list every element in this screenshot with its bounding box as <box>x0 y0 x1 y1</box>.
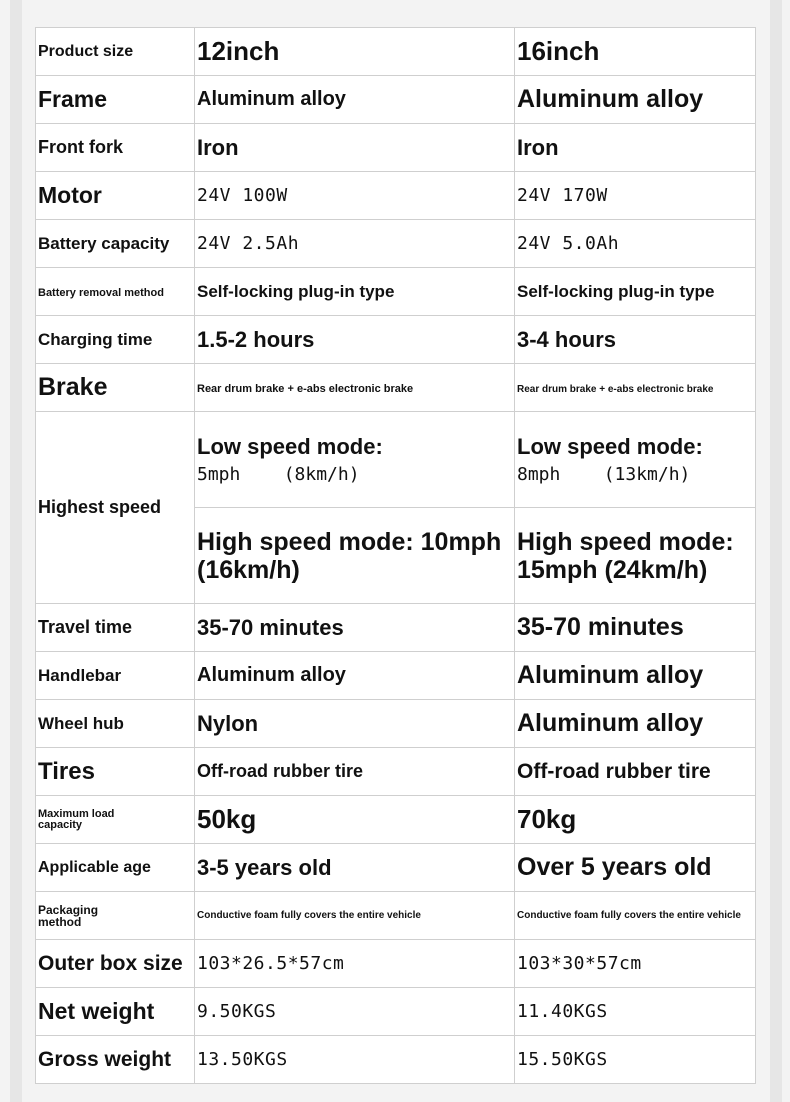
spec-table <box>35 27 756 1084</box>
cell-a <box>195 124 515 172</box>
row-label <box>36 220 195 268</box>
table-row <box>36 796 756 844</box>
table-row <box>36 700 756 748</box>
col-b-header <box>515 28 756 76</box>
charging-a: 1.5-2 hours <box>197 326 315 352</box>
cell-b <box>515 1036 756 1084</box>
label-frame: Frame <box>38 86 108 112</box>
net-weight-b: 11.40KGS <box>517 1001 608 1022</box>
label-outer-box-size: Outer box size <box>38 951 183 975</box>
tires-b: Off-road rubber tire <box>517 759 711 783</box>
label-applicable-age: Applicable age <box>38 858 151 876</box>
load-b: 70kg <box>517 804 577 834</box>
cell-b <box>515 892 756 940</box>
row-label <box>36 124 195 172</box>
table-row <box>36 220 756 268</box>
cell-b <box>515 364 756 412</box>
removal-a: Self-locking plug-in type <box>197 281 395 301</box>
gross-weight-a: 13.50KGS <box>197 1049 288 1070</box>
row-label <box>36 892 195 940</box>
cell-a <box>195 1036 515 1084</box>
cell-a <box>195 364 515 412</box>
removal-b: Self-locking plug-in type <box>517 281 715 301</box>
col-a-header <box>195 28 515 76</box>
cell-b <box>515 748 756 796</box>
travel-b: 35-70 minutes <box>517 613 684 641</box>
fork-a: Iron <box>197 134 239 160</box>
row-label <box>36 604 195 652</box>
frame-a: Aluminum alloy <box>197 88 346 110</box>
label-battery-capacity: Battery capacity <box>38 233 170 253</box>
cell-b <box>515 844 756 892</box>
table-row <box>36 940 756 988</box>
cell-b <box>515 220 756 268</box>
cell-a <box>195 316 515 364</box>
row-label <box>36 988 195 1036</box>
cell-a <box>195 652 515 700</box>
fork-b: Iron <box>517 134 559 160</box>
table-row <box>36 652 756 700</box>
label-travel-time: Travel time <box>38 617 133 637</box>
label-wheel-hub: Wheel hub <box>38 713 124 733</box>
label-packaging: Packaging method <box>38 902 99 929</box>
row-label <box>36 412 195 604</box>
gross-weight-b: 15.50KGS <box>517 1049 608 1070</box>
cell-b <box>515 652 756 700</box>
table-row <box>36 892 756 940</box>
travel-a: 35-70 minutes <box>197 614 344 640</box>
table-row <box>36 988 756 1036</box>
motor-a: 24V 100W <box>197 185 288 206</box>
cell-b <box>515 988 756 1036</box>
cell-a <box>195 844 515 892</box>
row-label <box>36 844 195 892</box>
table-row <box>36 124 756 172</box>
row-label <box>36 748 195 796</box>
cell-a <box>195 796 515 844</box>
table-row <box>36 316 756 364</box>
table-row-speed-low <box>36 412 756 508</box>
frame-b: Aluminum alloy <box>517 85 704 113</box>
row-label <box>36 172 195 220</box>
packaging-b: Conductive foam fully covers the entire vehicle <box>517 910 741 921</box>
cell-b <box>515 508 756 604</box>
cell-a <box>195 76 515 124</box>
tires-a: Off-road rubber tire <box>197 761 364 781</box>
cell-a <box>195 748 515 796</box>
left-margin-strip <box>10 0 22 1102</box>
row-label <box>36 940 195 988</box>
cell-a <box>195 172 515 220</box>
table-row <box>36 76 756 124</box>
row-label <box>36 364 195 412</box>
cell-b <box>515 412 756 508</box>
cell-b <box>515 76 756 124</box>
row-label <box>36 76 195 124</box>
table-row <box>36 364 756 412</box>
low-speed-value-b: 8mph (13km/h) <box>517 464 691 485</box>
cell-a <box>195 220 515 268</box>
cell-a <box>195 988 515 1036</box>
label-brake: Brake <box>38 373 108 401</box>
cell-a <box>195 892 515 940</box>
label-max-load: Maximum load capacity <box>38 807 115 831</box>
cell-b <box>515 940 756 988</box>
cell-a <box>195 268 515 316</box>
load-a: 50kg <box>197 804 257 834</box>
motor-b: 24V 170W <box>517 185 608 206</box>
cell-a <box>195 412 515 508</box>
table-row <box>36 1036 756 1084</box>
cell-a <box>195 700 515 748</box>
label-product-size: Product size <box>38 42 134 60</box>
cell-a <box>195 940 515 988</box>
cell-b <box>515 316 756 364</box>
packaging-a: Conductive foam fully covers the entire vehicle <box>197 910 421 921</box>
label-charging-time: Charging time <box>38 329 153 349</box>
cell-b <box>515 268 756 316</box>
header-row <box>36 28 756 76</box>
hub-b: Aluminum alloy <box>517 709 704 737</box>
label-highest-speed: Highest speed <box>38 497 162 517</box>
row-label <box>36 316 195 364</box>
box-a: 103*26.5*57cm <box>197 953 345 974</box>
low-speed-title-a: Low speed mode: <box>197 434 383 459</box>
table-row <box>36 748 756 796</box>
high-speed-a: High speed mode: 10mph (16km/h) <box>197 527 502 584</box>
handlebar-a: Aluminum alloy <box>197 664 346 686</box>
label-motor: Motor <box>38 182 102 208</box>
table-row <box>36 604 756 652</box>
row-label <box>36 268 195 316</box>
cell-b <box>515 172 756 220</box>
low-speed-title-b: Low speed mode: <box>517 434 703 459</box>
table-row <box>36 172 756 220</box>
low-speed-value-a: 5mph (8km/h) <box>197 464 360 485</box>
age-b: Over 5 years old <box>517 853 712 881</box>
net-weight-a: 9.50KGS <box>197 1001 277 1022</box>
cell-a <box>195 604 515 652</box>
cell-b <box>515 124 756 172</box>
row-label <box>36 28 195 76</box>
row-label <box>36 1036 195 1084</box>
row-label <box>36 652 195 700</box>
cell-b <box>515 796 756 844</box>
table-row <box>36 268 756 316</box>
row-label <box>36 796 195 844</box>
label-net-weight: Net weight <box>38 998 155 1024</box>
label-tires: Tires <box>38 757 95 785</box>
label-front-fork: Front fork <box>38 137 123 157</box>
hub-a: Nylon <box>197 710 259 736</box>
battery-b: 24V 5.0Ah <box>517 233 620 254</box>
label-battery-removal: Battery removal method <box>38 286 164 299</box>
charging-b: 3-4 hours <box>517 326 617 352</box>
box-b: 103*30*57cm <box>517 953 642 974</box>
high-speed-b: High speed mode: 15mph (24km/h) <box>517 527 734 584</box>
brake-b: Rear drum brake + e-abs electronic brake <box>517 383 714 395</box>
size-16inch: 16inch <box>517 36 600 66</box>
cell-a <box>195 508 515 604</box>
size-12inch: 12inch <box>197 36 280 66</box>
label-gross-weight: Gross weight <box>38 1047 172 1071</box>
handlebar-b: Aluminum alloy <box>517 661 704 689</box>
label-handlebar: Handlebar <box>38 665 122 685</box>
age-a: 3-5 years old <box>197 854 332 880</box>
row-label <box>36 700 195 748</box>
cell-b <box>515 700 756 748</box>
table-row <box>36 844 756 892</box>
cell-b <box>515 604 756 652</box>
right-margin-strip <box>770 0 782 1102</box>
brake-a: Rear drum brake + e-abs electronic brake <box>197 382 414 395</box>
battery-a: 24V 2.5Ah <box>197 233 300 254</box>
